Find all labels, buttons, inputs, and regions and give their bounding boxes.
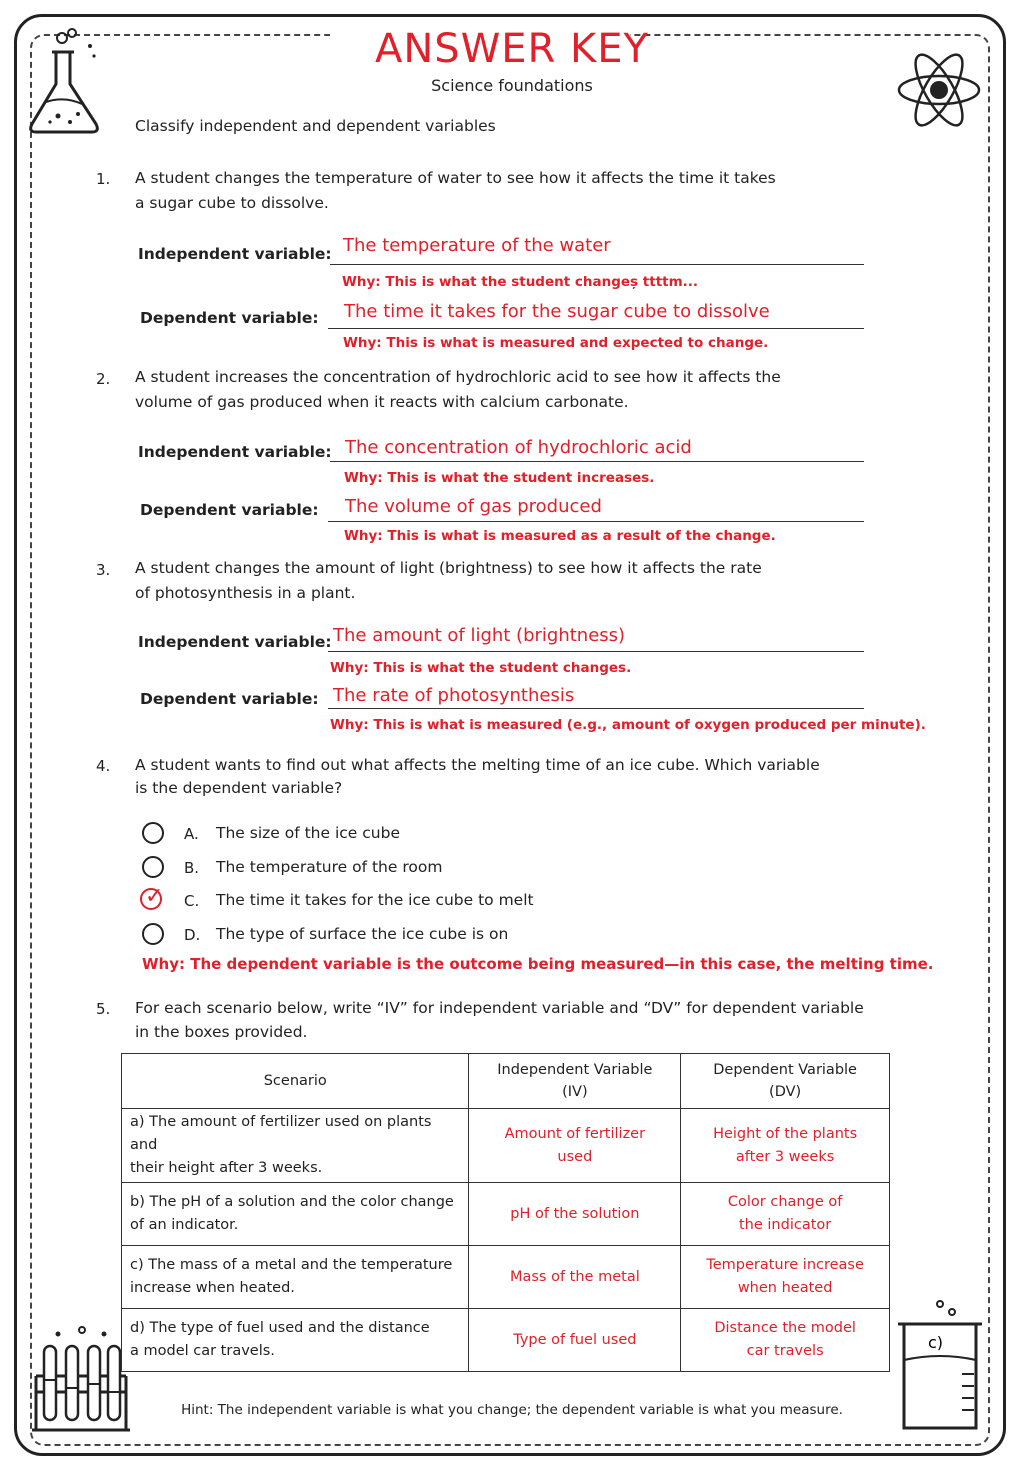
dv-answer-cell[interactable] (681, 1246, 890, 1309)
iv-answer-cell[interactable] (469, 1246, 681, 1309)
checkmark-icon: ✓ (145, 884, 164, 909)
q2-iv-why: Why: This is what the student increases. (344, 470, 655, 486)
q4-text-line2: is the dependent variable? (135, 779, 343, 797)
table-row (122, 1183, 890, 1246)
q1-dv-line (328, 328, 864, 329)
option-a-text: The size of the ice cube (216, 824, 400, 842)
dv-answer-cell[interactable] (681, 1109, 890, 1183)
scenario-cell (122, 1246, 469, 1309)
option-c-letter: C. (184, 892, 200, 910)
variables-table (121, 1053, 890, 1372)
option-b-radio[interactable] (142, 856, 164, 878)
scenario-text: a) The amount of fertilizer used on plants and (130, 1114, 432, 1153)
q3-iv-line (328, 651, 864, 652)
q2-number: 2. (96, 370, 111, 388)
q1-number: 1. (96, 170, 111, 188)
q1-iv-answer: The temperature of the water (343, 235, 611, 256)
option-b-letter: B. (184, 859, 200, 877)
q3-dv-line (328, 708, 864, 709)
dv-answer: Height of the plants (713, 1125, 858, 1142)
iv-answer: Type of fuel used (513, 1331, 637, 1348)
q2-iv-label: Independent variable: (138, 443, 332, 461)
q3-iv-label: Independent variable: (138, 633, 332, 651)
iv-answer-cell[interactable] (469, 1109, 681, 1183)
hint-text: Hint: The independent variable is what you change; the dependent variable is what you measure. (181, 1402, 843, 1418)
header-scenario-label: Scenario (263, 1073, 327, 1089)
table-row (122, 1246, 890, 1309)
scenario-cell (122, 1309, 469, 1372)
instruction: Classify independent and dependent variables (135, 117, 496, 135)
header-iv-line1: Independent Variable (497, 1062, 653, 1078)
q1-text-line1: A student changes the temperature of water to see how it affects the time it takes (135, 169, 776, 187)
scenario-text: b) The pH of a solution and the color change (130, 1194, 454, 1210)
iv-answer: Mass of the metal (509, 1268, 640, 1285)
q3-text-line1: A student changes the amount of light (brightness) to see how it affects the rate (135, 559, 762, 577)
header-iv (469, 1054, 681, 1109)
q2-iv-line (330, 461, 864, 462)
dv-answer: when heated (737, 1280, 833, 1296)
dv-answer: Temperature increase (706, 1257, 864, 1273)
q1-dv-answer: The time it takes for the sugar cube to dissolve (344, 301, 770, 322)
header-dv-line1: Dependent Variable (713, 1062, 857, 1078)
test-tubes-icon (30, 1322, 130, 1438)
option-b-text: The temperature of the room (216, 858, 443, 876)
iv-answer-cell[interactable] (469, 1183, 681, 1246)
q4-text-line1: A student wants to find out what affects the melting time of an ice cube. Which variable (135, 756, 820, 774)
header-iv-line2: (IV) (562, 1084, 588, 1100)
scenario-cell (122, 1109, 469, 1183)
q2-iv-answer: The concentration of hydrochloric acid (345, 437, 692, 458)
scenario-text: increase when heated. (130, 1280, 295, 1296)
iv-answer: used (557, 1148, 593, 1165)
q3-iv-answer: The amount of light (brightness) (333, 625, 626, 646)
dv-answer: car travels (746, 1343, 824, 1359)
iv-answer: Amount of fertilizer (504, 1125, 646, 1142)
option-a-radio[interactable] (142, 822, 164, 844)
q4-number: 4. (96, 757, 111, 775)
header-scenario (122, 1054, 469, 1109)
q5-text-line2: in the boxes provided. (135, 1023, 308, 1041)
dv-answer-cell[interactable] (681, 1183, 890, 1246)
q1-iv-why: Why: This is what the student changeș ttttm... (342, 274, 699, 290)
iv-answer: pH of the solution (510, 1205, 640, 1222)
option-d-radio[interactable] (142, 923, 164, 945)
scenario-text: their height after 3 weeks. (130, 1160, 323, 1176)
option-d-letter: D. (184, 926, 201, 944)
q4-why: Why: The dependent variable is the outcome being measured—in this case, the melting time. (142, 955, 934, 973)
q5-text-line1: For each scenario below, write “IV” for independent variable and “DV” for dependent variable (135, 999, 864, 1017)
q3-dv-why: Why: This is what is measured (e.g., amount of oxygen produced per minute). (330, 717, 926, 733)
svg-text:c): c) (928, 1333, 944, 1352)
q3-dv-label: Dependent variable: (140, 690, 319, 708)
q2-text-line1: A student increases the concentration of hydrochloric acid to see how it affects the (135, 368, 781, 386)
dv-answer: the indicator (739, 1217, 832, 1233)
option-a-letter: A. (184, 825, 199, 843)
dv-answer: Color change of (727, 1194, 843, 1210)
page-title: ANSWER KEY (375, 26, 649, 72)
q5-number: 5. (96, 1000, 111, 1018)
q3-number: 3. (96, 561, 111, 579)
header-dv-line2: (DV) (769, 1084, 802, 1100)
q3-text-line2: of photosynthesis in a plant. (135, 584, 356, 602)
scenario-text: of an indicator. (130, 1217, 239, 1233)
table-header-row (122, 1054, 890, 1109)
q3-dv-answer: The rate of photosynthesis (333, 685, 575, 706)
q1-iv-label: Independent variable: (138, 245, 332, 263)
iv-answer-cell[interactable] (469, 1309, 681, 1372)
header-dv (681, 1054, 890, 1109)
q2-dv-why: Why: This is what is measured as a result of the change. (344, 528, 776, 544)
table-row (122, 1309, 890, 1372)
option-c-radio[interactable] (140, 884, 164, 910)
option-c-text: The time it takes for the ice cube to melt (216, 891, 534, 909)
page-subtitle: Science foundations (431, 76, 593, 95)
q2-dv-answer: The volume of gas produced (345, 496, 602, 517)
q1-dv-why: Why: This is what is measured and expected to change. (343, 335, 769, 351)
scenario-text: d) The type of fuel used and the distance (130, 1320, 430, 1336)
q2-dv-label: Dependent variable: (140, 501, 319, 519)
table-row (122, 1109, 890, 1183)
dv-answer-cell[interactable] (681, 1309, 890, 1372)
scenario-cell (122, 1183, 469, 1246)
q2-dv-line (328, 521, 864, 522)
q1-iv-line (330, 264, 864, 265)
scenario-text: c) The mass of a metal and the temperature (130, 1257, 453, 1273)
option-d-text: The type of surface the ice cube is on (216, 925, 509, 943)
scenario-text: a model car travels. (130, 1343, 275, 1359)
q3-iv-why: Why: This is what the student changes. (330, 660, 632, 676)
q1-dv-label: Dependent variable: (140, 309, 319, 327)
q2-text-line2: volume of gas produced when it reacts with calcium carbonate. (135, 393, 629, 411)
dv-answer: Distance the model (714, 1320, 856, 1336)
dv-answer: after 3 weeks (735, 1148, 835, 1165)
q1-text-line2: a sugar cube to dissolve. (135, 194, 329, 212)
